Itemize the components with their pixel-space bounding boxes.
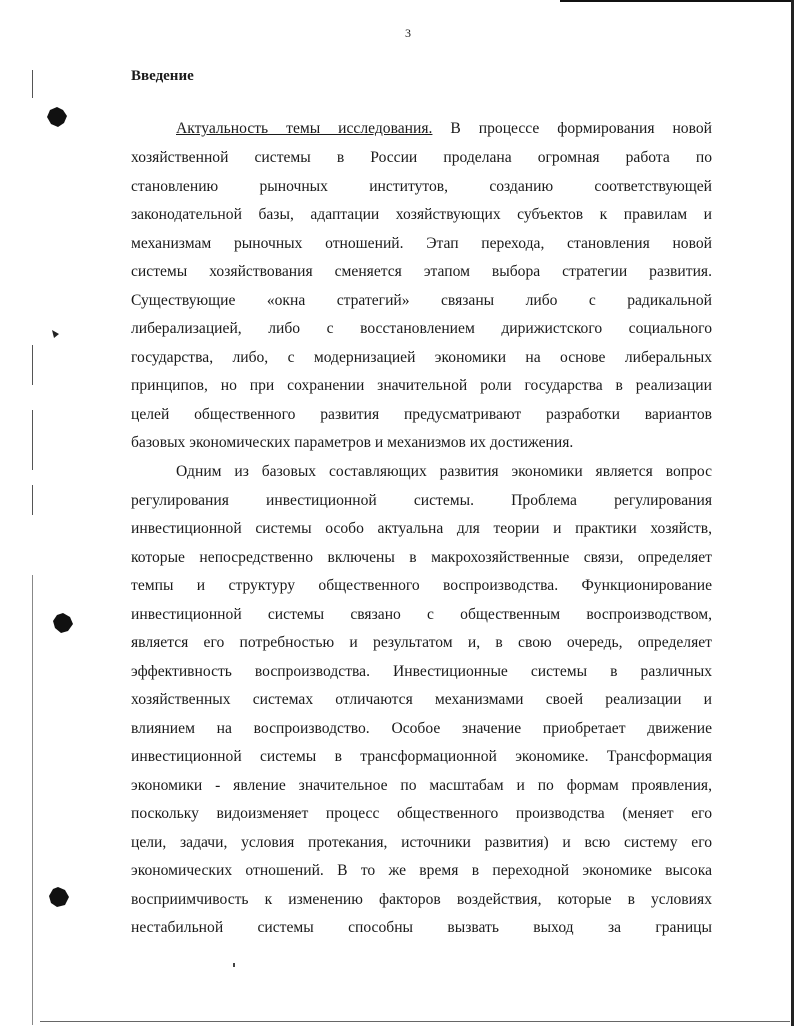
paragraph-text: В процессе формирования новой <box>450 120 712 137</box>
paragraph-line: инвестиционной системы особо актуальна для теории и практики хозяйств, <box>131 520 712 537</box>
paragraph-line: инвестиционной системы связано с общественным воспроизводством, <box>131 606 712 623</box>
paragraph-line: влиянием на воспроизводство. Особое значение приобретает движение <box>131 720 712 737</box>
punch-hole-icon <box>46 106 68 128</box>
paragraph-line <box>176 119 712 139</box>
scan-top-edge <box>560 0 794 2</box>
paragraph-line: темпы и структуру общественного воспроизводства. Функционирование <box>131 577 712 594</box>
scan-bottom-edge <box>40 1021 790 1022</box>
paragraph-line: принципов, но при сохранении значительной роли государства в реализации <box>131 377 712 394</box>
paragraph-line: инвестиционной системы в трансформационной экономике. Трансформация <box>131 748 712 765</box>
paragraph-line: регулирования инвестиционной системы. Проблема регулирования <box>131 492 712 509</box>
scan-left-mark <box>32 345 33 385</box>
paragraph-line: хозяйственных системах отличаются механизмами своей реализации и <box>131 691 712 708</box>
paragraph-line: поскольку видоизменяет процесс общественного производства (меняет его <box>131 805 712 822</box>
paragraph-line: государства, либо, с модернизацией экономики на основе либеральных <box>131 349 712 366</box>
paragraph-line: либерализацией, либо с восстановлением дирижистского социального <box>131 320 712 337</box>
paragraph-line: базовых экономических параметров и механизмов их достижения. <box>131 434 574 451</box>
page-number: 3 <box>405 26 411 40</box>
paragraph-line: системы хозяйствования сменяется этапом выбора стратегии развития. <box>131 263 712 280</box>
punch-hole-icon <box>52 612 74 634</box>
paragraph-line: Существующие «окна стратегий» связаны либо с радикальной <box>131 292 712 309</box>
paragraph-line: законодательной базы, адаптации хозяйствующих субъектов к правилам и <box>131 206 712 223</box>
paragraph-line: становлению рыночных институтов, созданию соответствующей <box>131 178 712 195</box>
paragraph-line: цели, задачи, условия протекания, источники развития) и всю систему его <box>131 834 712 851</box>
speck-icon <box>232 962 236 968</box>
paragraph-line: является его потребностью и результатом и, в свою очередь, определяет <box>131 634 712 651</box>
paragraph-line: Одним из базовых составляющих развития экономики является вопрос <box>176 463 712 480</box>
paragraph-line: экономических отношений. В то же время в переходной экономике высока <box>131 862 712 879</box>
punch-hole-icon <box>50 328 62 340</box>
topic-relevance-label: Актуальность темы исследования. <box>176 120 433 137</box>
scan-left-mark <box>32 485 33 515</box>
paragraph-line: механизмам рыночных отношений. Этап перехода, становления новой <box>131 235 712 252</box>
paragraph-line: хозяйственной системы в России проделана огромная работа по <box>131 149 712 166</box>
paragraph-line: нестабильной системы способны вызвать выход за границы <box>131 919 712 936</box>
paragraph-line: которые непосредственно включены в макрохозяйственные связи, определяет <box>131 549 712 566</box>
section-heading: Введение <box>131 68 194 84</box>
paragraph-line: эффективность воспроизводства. Инвестиционные системы в различных <box>131 663 712 680</box>
scan-left-mark <box>32 410 33 470</box>
punch-hole-icon <box>48 886 70 908</box>
scan-left-mark <box>32 70 33 98</box>
paragraph-line: экономики - явление значительное по масштабам и по формам проявления, <box>131 777 712 794</box>
paragraph-line: восприимчивость к изменению факторов воздействия, которые в условиях <box>131 891 712 908</box>
paragraph-line: целей общественного развития предусматривают разработки вариантов <box>131 406 712 423</box>
scan-left-mark <box>32 575 33 1025</box>
